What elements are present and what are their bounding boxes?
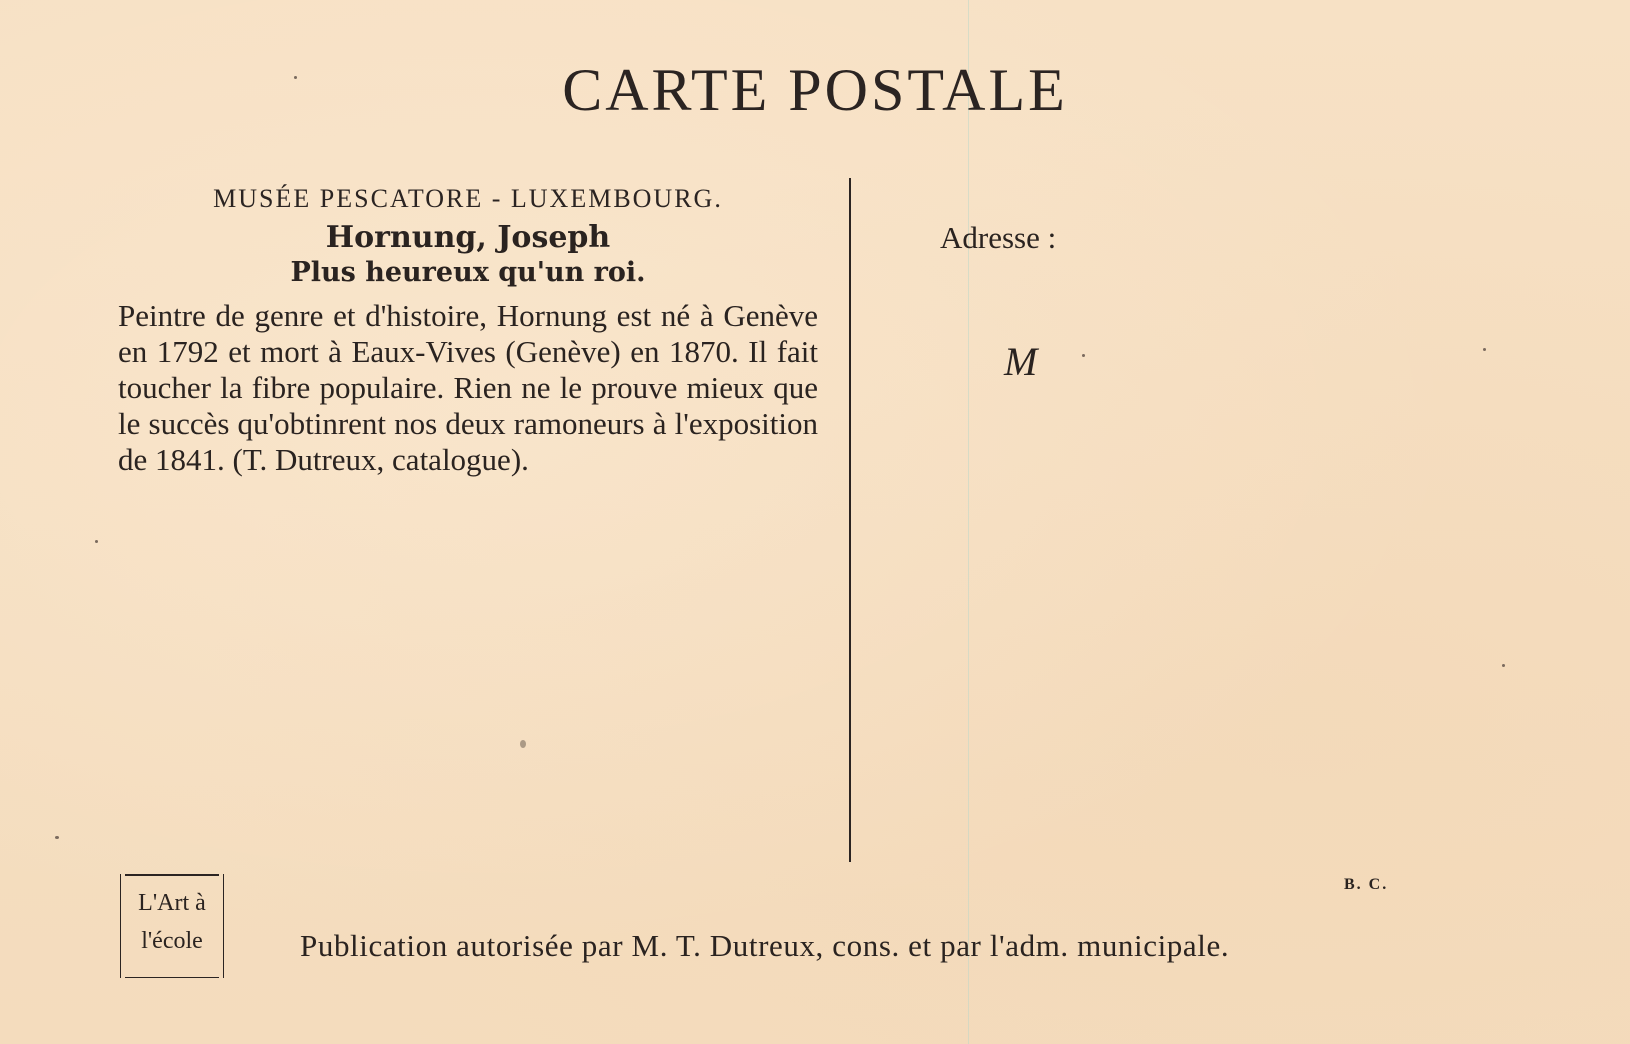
paper-speck xyxy=(95,540,98,543)
school-label-box xyxy=(120,874,224,978)
school-label-line: l'école xyxy=(141,928,203,954)
school-label-line: L'Art à xyxy=(138,890,206,916)
museum-heading: MUSÉE PESCATORE - LUXEMBOURG. xyxy=(213,184,723,213)
paper-speck xyxy=(1502,664,1505,667)
publisher-initials: B. C. xyxy=(1344,876,1389,893)
paper-speck xyxy=(55,836,59,839)
painting-title: Plus heureux qu'un roi. xyxy=(290,257,646,288)
paper-speck xyxy=(1082,354,1085,357)
paper-speck xyxy=(520,740,526,748)
paper-speck xyxy=(294,76,297,79)
address-label: Adresse : xyxy=(940,220,1057,255)
description-block xyxy=(118,182,818,478)
vertical-divider xyxy=(849,178,851,862)
fold-line xyxy=(968,0,969,1044)
publication-note: Publication autorisée par M. T. Dutreux, cons. et par l'adm. municipale. xyxy=(300,928,1230,963)
artist-name: Hornung, Joseph xyxy=(325,220,611,255)
paper-speck xyxy=(1483,348,1486,351)
artist-biography: Peintre de genre et d'histoire, Hornung est né à Genève en 1792 et mort à Eaux-Vives (Genève) en 1870. Il fait toucher la fibre populaire. Rien ne le prouve mieux que le succès qu'obtinrent nos deux ramoneurs à l'exposition de 1841. (T. Dutreux, catalogue). xyxy=(118,298,818,477)
card-title: CARTE POSTALE xyxy=(562,57,1068,123)
address-initial: M xyxy=(1004,339,1038,384)
